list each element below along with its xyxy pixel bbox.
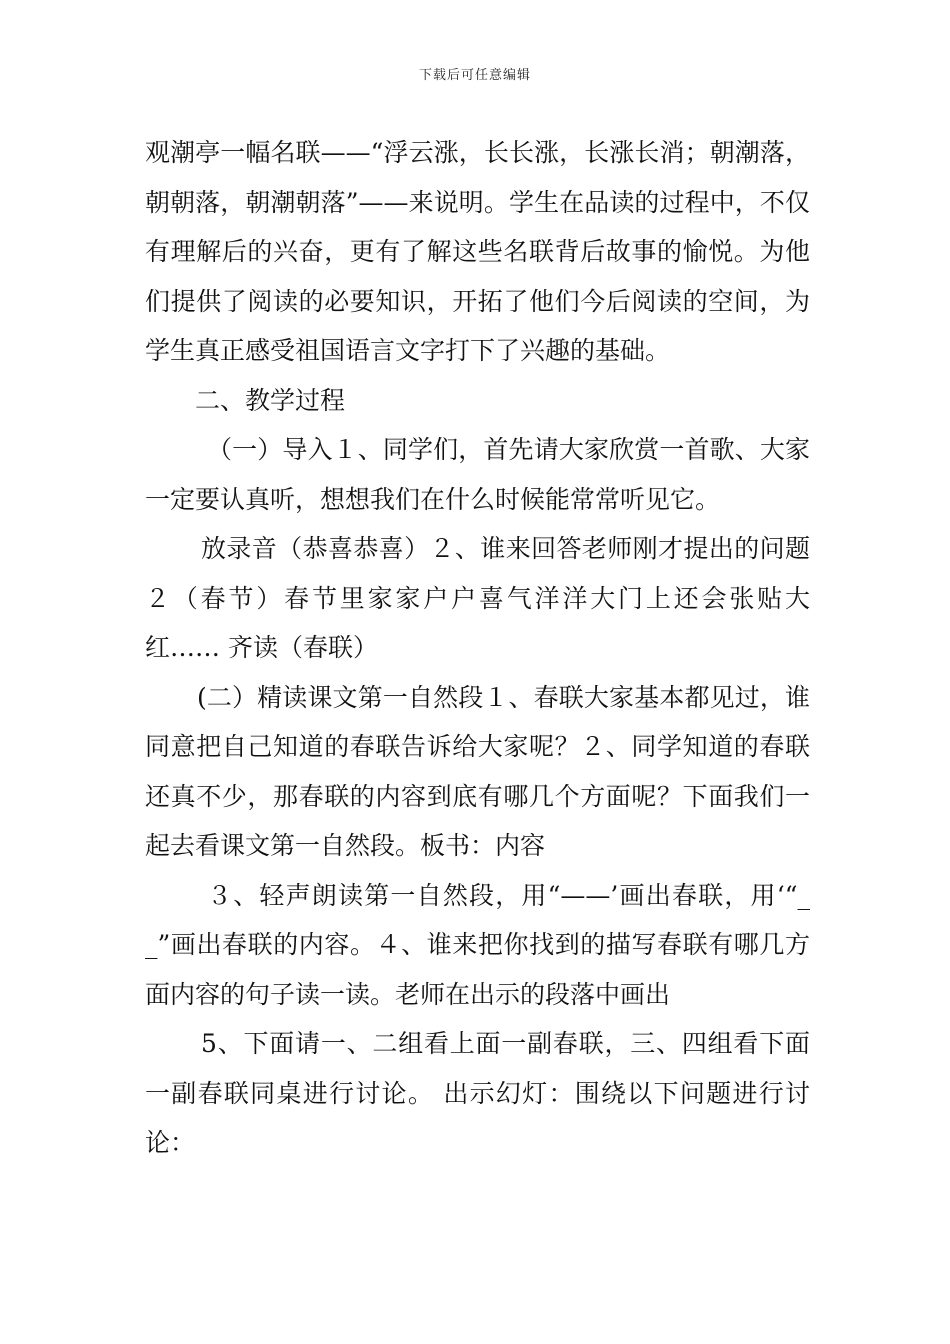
section-heading-teaching-process: 二、教学过程 [195, 385, 346, 415]
paragraph-introduction-step: （一）导入１、同学们，首先请大家欣赏一首歌、大家一定要认真听，想想我们在什么时候能常常听见它。 [145, 435, 810, 514]
paragraph-group-discussion: 5、下面请一、二组看上面一副春联，三、四组看下面一副春联同桌进行讨论。 出示幻灯：围绕以下问题进行讨论： [145, 1029, 810, 1157]
paragraph-play-recording: 放录音（恭喜恭喜）２、谁来回答老师刚才提出的问题２（春节）春节里家家户户喜气洋洋大门上还会张贴大红…… 齐读（春联） [145, 534, 810, 662]
page-header: 下载后可任意编辑 [418, 68, 531, 83]
paragraph-close-reading: (二）精读课文第一自然段１、春联大家基本都见过，谁同意把自己知道的春联告诉给大家呢？２、同学知道的春联还真不少，那春联的内容到底有哪几个方面呢？下面我们一起去看课文第一自然段。板书：内容 [145, 682, 810, 860]
document-body [145, 128, 810, 1168]
paragraph-read-aloud: ３、轻声朗读第一自然段，用“——’画出春联，用‘“__”画出春联的内容。４、谁来把你找到的描写春联有哪几方面内容的句子读一读。老师在出示的段落中画出 [145, 880, 810, 1009]
paragraph-intro: 观潮亭一幅名联——“浮云涨，长长涨，长涨长消；朝潮落，朝朝落，朝潮朝落”——来说明。学生在品读的过程中，不仅有理解后的兴奋，更有了解这些名联背后故事的愉悦。为他们提供了阅读的必要知识，开拓了他们今后阅读的空间，为学生真正感受祖国语言文字打下了兴趣的基础。 [145, 138, 810, 365]
